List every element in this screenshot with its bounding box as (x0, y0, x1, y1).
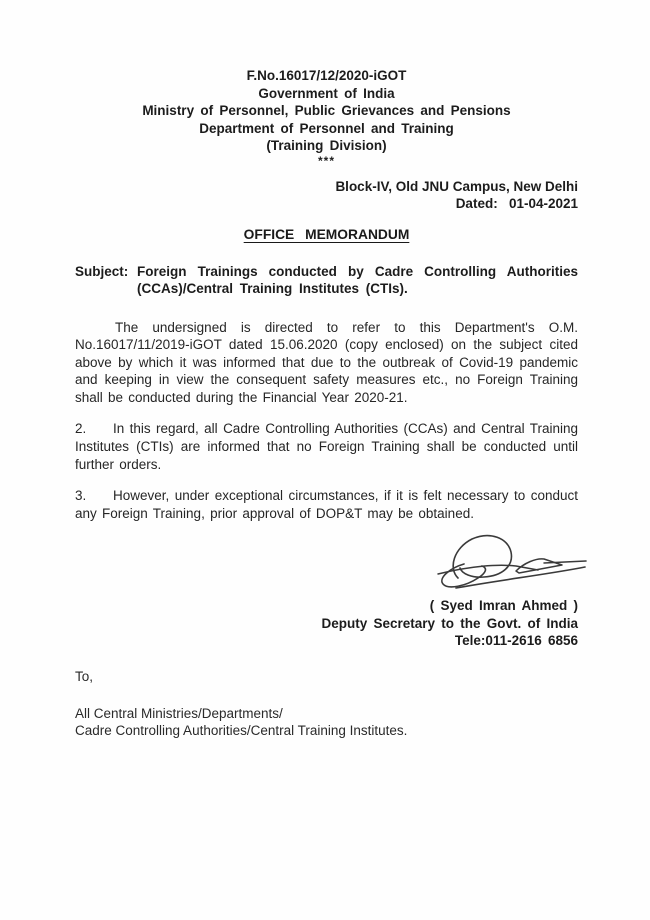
paragraph-3 (75, 487, 578, 522)
addressee-block (75, 668, 578, 740)
paragraph-3-number: 3. (75, 488, 87, 504)
signatory-name: ( Syed Imran Ahmed ) (429, 598, 578, 614)
memo-title-text: OFFICE MEMORANDUM (243, 226, 410, 242)
office-address: Block-IV, Old JNU Campus, New Delhi (335, 178, 578, 194)
addressee-line-2: Cadre Controlling Authorities/Central Training Institutes. (75, 723, 408, 739)
paragraph-2-text: In this regard, all Cadre Controlling Authorities (CCAs) and Central Training Institutes (CTIs) are informed that no Foreign Training shall be conducted until further orders. (75, 421, 578, 472)
org-department: Department of Personnel and Training (199, 120, 454, 136)
memo-content (75, 67, 578, 740)
addressee-salutation: To, (75, 669, 94, 685)
addressee-line-1: All Central Ministries/Departments/ (75, 705, 283, 721)
subject-row (75, 263, 578, 298)
address-date-block (75, 178, 578, 213)
signature-scribble-icon (420, 530, 588, 592)
org-ministry: Ministry of Personnel, Public Grievances and Pensions (142, 103, 511, 118)
date-line: Dated: 01-04-2021 (455, 196, 578, 211)
org-division: (Training Division) (266, 138, 387, 153)
paragraph-1: The undersigned is directed to refer to this Department's O.M. No.16017/11/2019-iGOT dated 15.06.2020 (copy enclosed) on the subject cited above by which it was informed that due to the outbreak of Covid-19 pandemic and keeping in view the consequent safety measures etc., no Foreign Training shall be conducted during the Financial Year 2020-21. (75, 319, 578, 405)
org-government: Government of India (258, 85, 395, 101)
paragraph-2-number: 2. (75, 421, 87, 437)
signatory-telephone: Tele:011-2616 6856 (454, 632, 578, 648)
subject-text: Foreign Trainings conducted by Cadre Controlling Authorities (CCAs)/Central Training Institutes (CTIs). (137, 263, 578, 296)
signature-block (75, 530, 578, 649)
separator-stars: *** (317, 153, 335, 168)
subject-label: Subject: (75, 263, 129, 279)
file-number: F.No.16017/12/2020-iGOT (246, 68, 407, 83)
paragraph-3-text: However, under exceptional circumstances, if it is felt necessary to conduct any Foreign Training, prior approval of DOP&T may be obtained. (75, 488, 578, 521)
paragraph-2 (75, 420, 578, 473)
document-header (75, 67, 578, 167)
signatory-designation: Deputy Secretary to the Govt. of India (321, 615, 578, 631)
memo-title (75, 227, 578, 242)
